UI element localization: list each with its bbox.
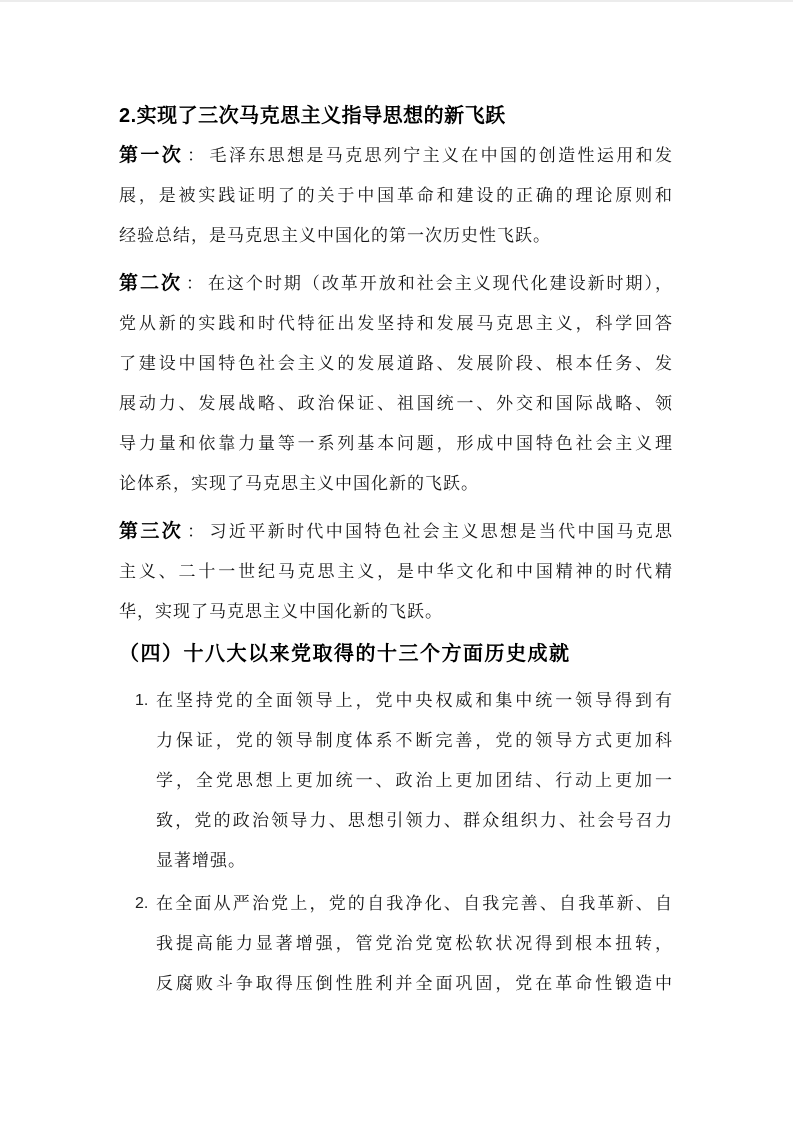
text-line: 导力量和依靠力量等一系列基本问题，形成中国特色社会主义理: [119, 434, 673, 453]
paragraph-lines: [119, 552, 673, 632]
paragraph-lines: [119, 176, 673, 256]
list-item-lines: [156, 884, 673, 1004]
text-line-content: 在这个时期（改革开放和社会主义现代化建设新时期），: [207, 274, 673, 293]
text-line: 党从新的实践和时代特征出发坚持和发展马克思主义，科学回答: [119, 314, 673, 333]
paragraph-label: 第一次: [119, 145, 184, 166]
paragraph-first-leap: [119, 136, 673, 256]
paragraph-colon: ：: [187, 146, 207, 165]
list-item-number: 1.: [135, 692, 149, 709]
paragraph-label: 第二次: [119, 273, 182, 294]
paragraph-colon: ：: [185, 274, 205, 293]
text-line: [119, 264, 673, 304]
list-item-number: 2.: [135, 895, 149, 912]
paragraph-second-leap: [119, 264, 673, 504]
text-line: 经验总结，是马克思主义中国化的第一次历史性飞跃。: [119, 226, 551, 245]
heading-three-leaps: 2.实现了三次马克思主义指导思想的新飞跃: [119, 105, 506, 127]
paragraph-colon: ：: [187, 522, 207, 541]
text-line: 在全面从严治党上，党的自我净化、自我完善、自我革新、自: [156, 894, 673, 913]
paragraph-lines: [119, 304, 673, 504]
list-item-1: [119, 681, 673, 881]
list-item-lines: [156, 681, 673, 881]
text-line: 展，是被实践证明了的关于中国革命和建设的正确的理论原则和: [119, 186, 673, 205]
paragraph-label: 第三次: [119, 521, 184, 542]
heading-thirteen-achievements: （四）十八大以来党取得的十三个方面历史成就: [119, 643, 571, 665]
text-line: 在坚持党的全面领导上，党中央权威和集中统一领导得到有: [156, 691, 673, 710]
paragraph-third-leap: [119, 512, 673, 632]
text-line-content: 习近平新时代中国特色社会主义思想是当代中国马克思: [209, 522, 674, 541]
text-line: [119, 136, 673, 176]
text-line: [119, 512, 673, 552]
text-line: 显著增强。: [156, 851, 246, 870]
text-line: 力保证，党的领导制度体系不断完善，党的领导方式更加科: [156, 731, 673, 750]
text-line: 了建设中国特色社会主义的发展道路、发展阶段、根本任务、发: [119, 354, 673, 373]
text-line: 反腐败斗争取得压倒性胜利并全面巩固，党在革命性锻造中: [156, 974, 673, 993]
list-item-2: [119, 884, 673, 1004]
text-line: 学，全党思想上更加统一、政治上更加团结、行动上更加一: [156, 771, 673, 790]
text-line-content: 毛泽东思想是马克思列宁主义在中国的创造性运用和发: [209, 146, 674, 165]
achievement-list: [119, 681, 673, 1004]
text-line: 展动力、发展战略、政治保证、祖国统一、外交和国际战略、领: [119, 394, 673, 413]
text-line: 论体系，实现了马克思主义中国化新的飞跃。: [119, 474, 479, 493]
text-line: 主义、二十一世纪马克思主义，是中华文化和中国精神的时代精: [119, 562, 673, 581]
text-line: 致，党的政治领导力、思想引领力、群众组织力、社会号召力: [156, 811, 673, 830]
text-line: 我提高能力显著增强，管党治党宽松软状况得到根本扭转，: [156, 934, 673, 953]
text-line: 华，实现了马克思主义中国化新的飞跃。: [119, 602, 443, 621]
